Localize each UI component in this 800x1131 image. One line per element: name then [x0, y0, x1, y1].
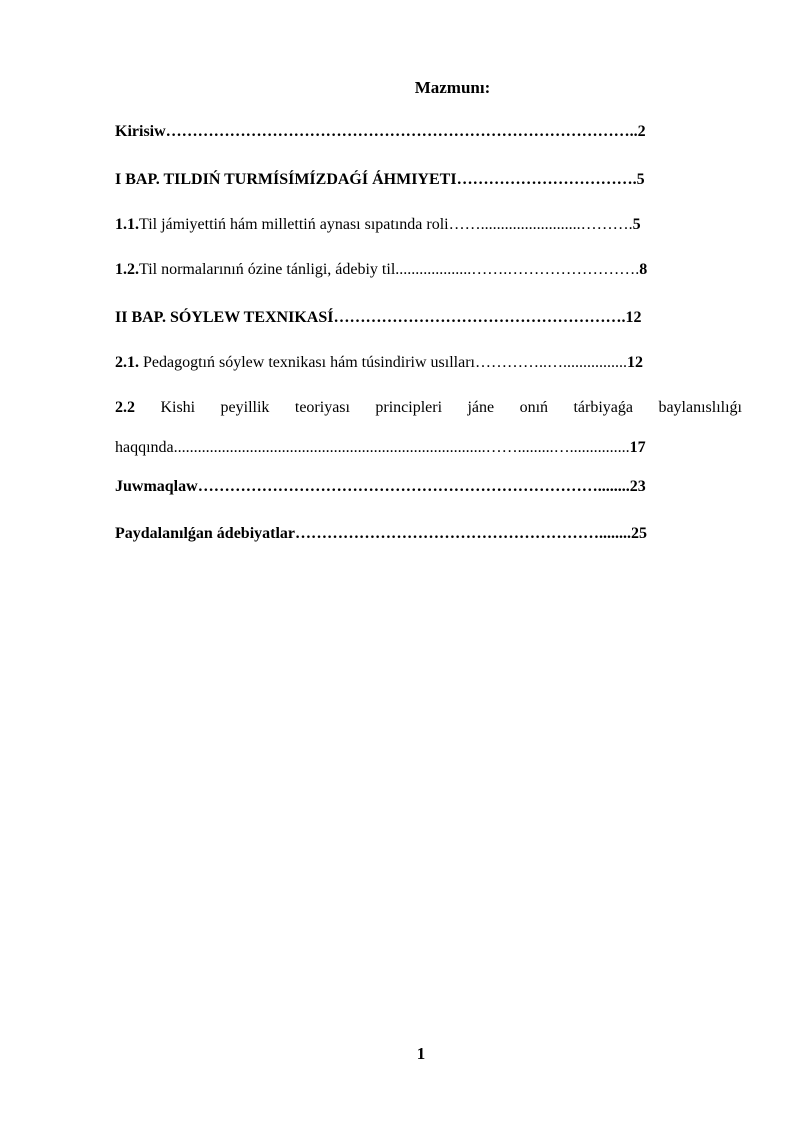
- toc-leader-dots: …………………………………………………………………........: [197, 478, 630, 495]
- toc-entry-bibliography[interactable]: [115, 522, 742, 546]
- toc-page-number: 2: [637, 123, 646, 140]
- toc-page-number: 12: [625, 309, 642, 326]
- toc-leader-dots: ..............................................................................…….........…...............: [173, 439, 630, 456]
- toc-section-number: 1.1.: [115, 216, 139, 233]
- toc-word: tárbiyaǵa: [573, 399, 633, 416]
- toc-entry-label: Pedagogtıń sóylew texnikası hám túsindiriw usılları: [139, 354, 475, 371]
- toc-entry-label: I BAP. TILDIŃ TURMÍSÍMÍZDAǴÍ ÁHMIYETI: [115, 171, 457, 188]
- toc-entry-label: Til normalarınıń ózine tánligi, ádebiy til: [139, 261, 396, 278]
- toc-section-number: 2.1.: [115, 354, 139, 371]
- toc-leader-dots: ……………………………………………………………………………..: [165, 123, 638, 140]
- toc-entry-2-2[interactable]: [115, 396, 742, 460]
- toc-entry-1-1[interactable]: [115, 213, 742, 237]
- toc-page-number: 17: [629, 439, 646, 456]
- toc-entry-label: Paydalanılǵan ádebiyatlar: [115, 525, 296, 542]
- toc-entry-2-1[interactable]: [115, 351, 742, 375]
- toc-leader-dots: …………………………………………………........: [295, 525, 632, 542]
- toc-title: Mazmunı:: [414, 78, 491, 97]
- toc-entry-1-2[interactable]: [115, 258, 742, 282]
- toc-word: peyillik: [220, 399, 270, 416]
- toc-word: teoriyası: [294, 399, 350, 416]
- toc-word: jáne: [467, 399, 495, 416]
- toc-page-number: 5: [632, 216, 641, 233]
- toc-leader-dots: ……………………………………………….: [333, 309, 626, 326]
- toc-entry-second-line: [115, 436, 742, 460]
- toc-word: principleri: [375, 399, 443, 416]
- toc-word: onıń: [519, 399, 549, 416]
- toc-entry-juwmaqlaw[interactable]: [115, 475, 742, 499]
- toc-section-number: 2.2: [115, 399, 135, 416]
- toc-leader-dots: …………………………….: [456, 171, 637, 188]
- toc-entry-kirisiw[interactable]: [115, 120, 742, 144]
- toc-entry-first-line: [115, 396, 742, 420]
- toc-entry-label: Juwmaqlaw: [115, 478, 198, 495]
- toc-page-number: 25: [631, 525, 648, 542]
- toc-leader-dots: …….........................……….: [448, 216, 633, 233]
- toc-entry-label: haqqında: [115, 439, 174, 456]
- toc-page-number: 8: [639, 261, 648, 278]
- toc-entry-label: Kirisiw: [115, 123, 166, 140]
- toc-word: Kishi: [160, 399, 196, 416]
- toc-entry-label: Til jámiyettiń hám millettiń aynası sıpatında roli: [139, 216, 449, 233]
- toc-word: baylanıslılıǵı: [658, 399, 742, 416]
- toc-entry-chapter-1[interactable]: [115, 168, 742, 192]
- page-number: 1: [416, 1044, 426, 1063]
- toc-page-number: 5: [636, 171, 645, 188]
- toc-entry-label: II BAP. SÓYLEW TEXNIKASÍ: [115, 309, 334, 326]
- toc-leader-dots: ...................…….…………………….: [395, 261, 640, 278]
- toc-leader-dots: …………..…................: [474, 354, 627, 371]
- toc-entry-chapter-2[interactable]: [115, 306, 742, 330]
- toc-section-number: 1.2.: [115, 261, 139, 278]
- toc-page-number: 12: [626, 354, 643, 371]
- toc-page-number: 23: [629, 478, 646, 495]
